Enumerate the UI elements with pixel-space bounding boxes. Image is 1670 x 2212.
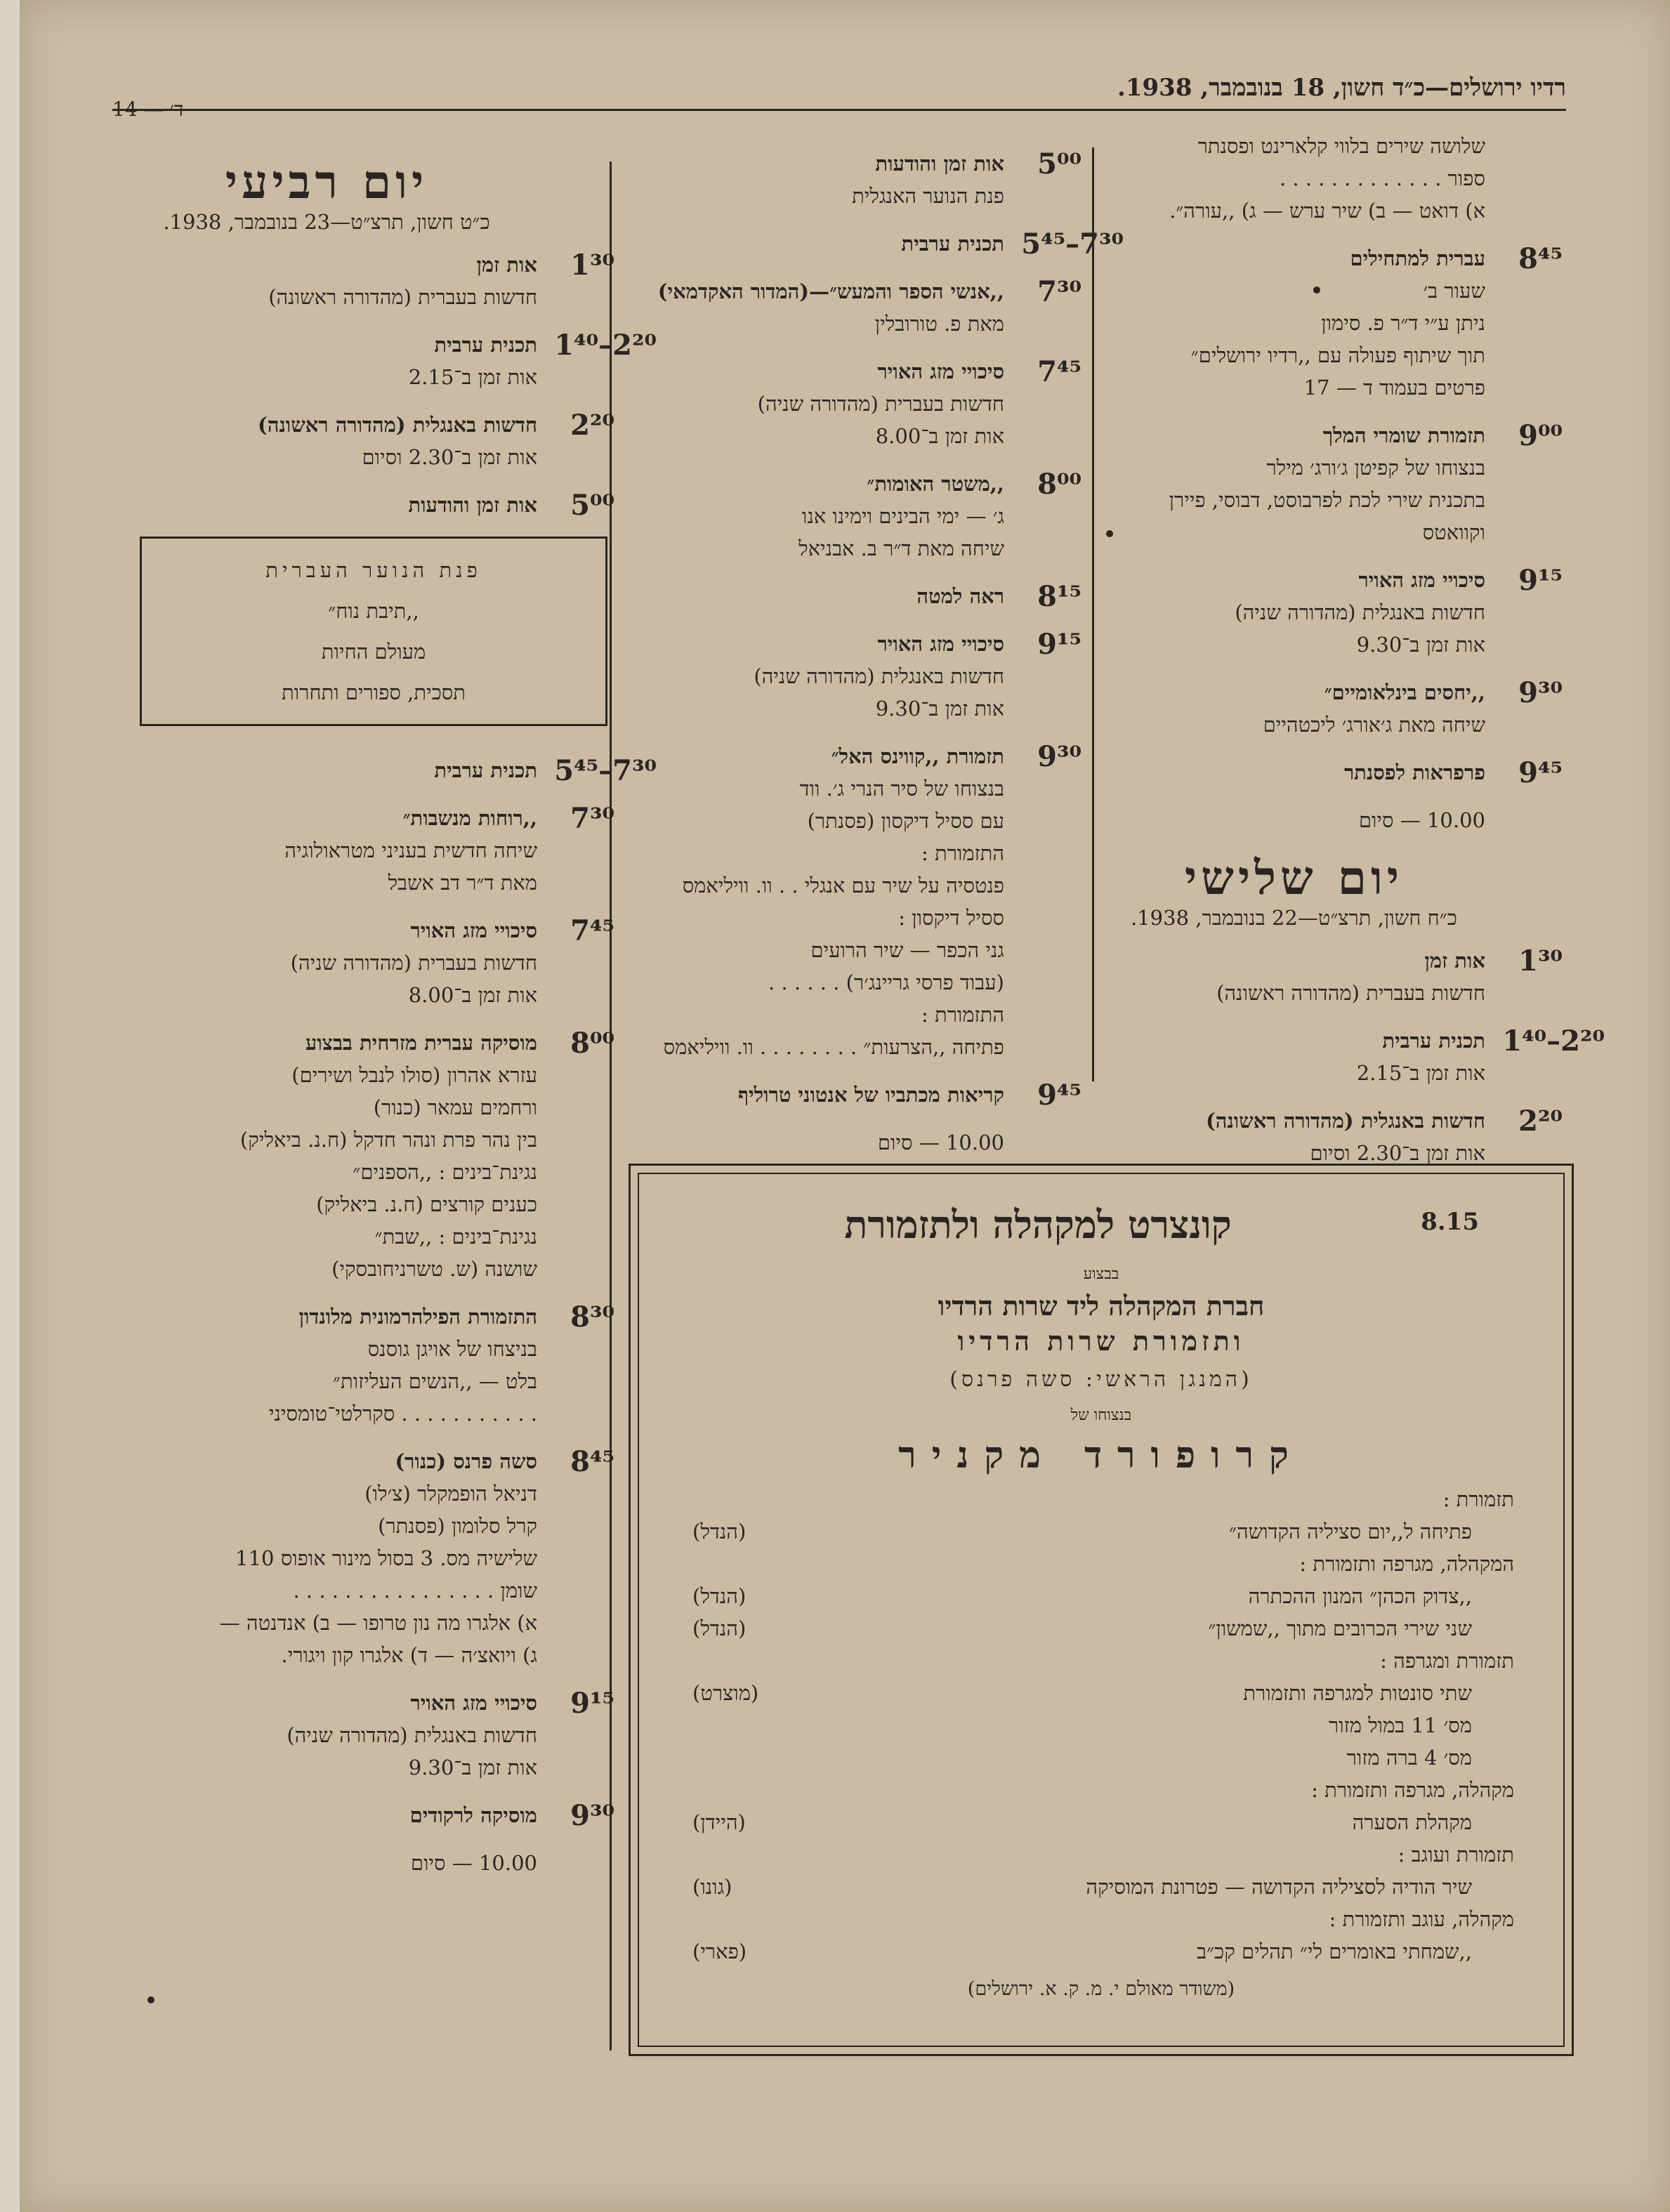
schedule-entry — [116, 329, 657, 393]
schedule-entry — [1103, 242, 1563, 404]
program-row — [692, 1612, 1514, 1645]
time-slot: 2²⁰ — [570, 409, 614, 442]
entry-line: שושנה (ש. טשרניחובסקי) — [331, 1257, 537, 1281]
entry-line: אות זמן ב־9.30 — [875, 697, 1004, 720]
schedule-entry — [116, 914, 614, 1011]
time-slot: 7⁴⁵ — [570, 914, 614, 947]
header-title: רדיו ירושלים—כ״ד חשון, 18 בנובמבר, 1938. — [1117, 74, 1566, 102]
column-divider-left — [610, 162, 612, 2050]
entry-line: אות זמן ב־2.30 וסיום — [362, 445, 537, 469]
schedule-entry — [116, 1445, 614, 1671]
entry-line: חדשות בעברית (מהדורה ראשונה) — [268, 285, 537, 309]
time-slot: 8⁰⁰ — [1037, 468, 1081, 501]
entry-line: פנטסיה על שיר עם אנגלי . . וו. וויליאמס — [682, 874, 1004, 897]
entry-line: מאת פ. טורובלין — [874, 312, 1004, 336]
entry-line: סיכויי מזג האויר — [877, 360, 1004, 383]
schedule-entry — [618, 355, 1081, 452]
schedule-entry — [116, 1799, 614, 1832]
schedule-entry — [1103, 564, 1563, 661]
program-item: שיר הודיה לסציליה הקדושה — פטרונת המוסיקה — [1086, 1875, 1472, 1899]
entry-line: בנצוחו של סיר הנרי ג׳. ווד — [799, 777, 1004, 801]
time-slot: 9⁴⁵ — [1518, 756, 1563, 789]
entry-line: בנצוחו של קפיטן ג׳ורג׳ מילר — [1266, 456, 1485, 480]
page-number: ד׳ — 14 — [112, 98, 184, 121]
entry-line: חדשות באנגלית (מהדורה ראשונה) — [1205, 1109, 1485, 1133]
time-slot: 8⁴⁵ — [570, 1445, 614, 1478]
date-wednesday: כ״ט חשון, תרצ״ט—23 בנובמבר, 1938. — [163, 210, 490, 234]
end-marker: 10.00 — סיום — [410, 1851, 537, 1875]
composer: (היידן) — [692, 1810, 746, 1834]
entry-line: סשה פרנס (כנור) — [395, 1449, 537, 1473]
entry-line: אות זמן ב־2.15 — [408, 365, 537, 389]
column-left — [116, 154, 657, 1879]
entry-line: בין נהר פרת ונהר חדקל (ח.נ. ביאליק) — [239, 1128, 537, 1152]
entry-line: עזרא אהרון (סולו לנבל ושירים) — [291, 1063, 537, 1087]
entry-line: אות זמן — [476, 253, 537, 277]
ink-dot — [1106, 530, 1113, 537]
concert-program — [692, 1483, 1514, 1968]
entry-line: עברית למתחילים — [1350, 246, 1485, 270]
entry-line: פרפראות לפסנתר — [1343, 761, 1485, 784]
entry-line: א) דואט — ב) שיר ערש — ג) ,,עורה״. — [1169, 199, 1485, 223]
entry-line: התזמורת : — [921, 1003, 1004, 1027]
program-item: שני שירי הכרובים מתוך ,,שמשון״ — [1208, 1617, 1472, 1640]
program-item: מקהלה, עוגב ותזמורת : — [1329, 1907, 1514, 1931]
entry-line: קרל סלומון (פסנתר) — [378, 1514, 537, 1538]
column-divider-right — [1092, 147, 1094, 1081]
entry-line: ,,אנשי הספר והמעש״—(המדור האקדמאי) — [657, 279, 1004, 303]
end-marker: 10.00 — סיום — [1358, 808, 1485, 832]
entry-line: ססיל דיקסון : — [898, 906, 1004, 930]
day-title-wednesday: יום רביעי — [225, 154, 428, 209]
entry-line: סיכויי מזג האויר — [410, 919, 537, 942]
entry-line: תזמורת שומרי המלך — [1322, 423, 1485, 447]
time-slot: 9¹⁵ — [1518, 564, 1563, 597]
time-slot: 5⁰⁰ — [570, 489, 614, 522]
entry-line: מוסיקה לרקודים — [409, 1803, 537, 1827]
entry-line: (עבוד פרסי גריינג׳ר) . . . . . . — [768, 970, 1004, 994]
schedule-entry — [116, 754, 657, 787]
program-item: מס׳ 4 ברה מזור — [1346, 1746, 1472, 1770]
day-title-tuesday: יום שלישי — [1184, 850, 1404, 905]
schedule-entry — [1103, 944, 1563, 1009]
box-line: תסכית, ספורים ותחרות — [282, 680, 466, 704]
program-row — [812, 1774, 1514, 1806]
entry-line: א) אלגרו מה נון טרופו — ב) אנדנטה — — [219, 1611, 537, 1635]
concert-conducted-by: בנצוחו של — [1070, 1407, 1132, 1424]
entry-line: שיחה מאת ג׳אורג׳ ליכטהיים — [1263, 713, 1485, 737]
schedule-entry — [618, 147, 1081, 212]
program-item: מקהלת הסערה — [1352, 1810, 1472, 1834]
schedule-entry — [618, 580, 1081, 613]
schedule-entry — [618, 740, 1081, 1063]
concert-time: 8.15 — [1421, 1208, 1479, 1236]
time-slot: 7³⁰ — [1037, 275, 1081, 308]
entry-line: חדשות בעברית (מהדורה שניה) — [757, 392, 1004, 416]
time-slot: 7⁴⁵ — [1037, 355, 1081, 388]
time-slot: 8¹⁵ — [1037, 580, 1081, 613]
schedule-entry — [618, 228, 1124, 261]
ink-dot — [1313, 287, 1320, 294]
entry-line: אות זמן ב־8.00 — [875, 424, 1004, 448]
entry-line: אות זמן ב־2.30 וסיום — [1310, 1141, 1485, 1165]
program-item: מס׳ 11 במול מזור — [1328, 1713, 1472, 1737]
entry-line: חדשות בעברית (מהדורה שניה) — [290, 951, 537, 975]
composer: (הנדל) — [692, 1617, 747, 1640]
time-slot: 8³⁰ — [570, 1301, 614, 1334]
entry-line: תזמורת ,,קווינס האל״ — [831, 744, 1004, 768]
entry-line: שיחה חדשית בעניני מטראולוגיה — [284, 838, 537, 862]
entry-line: התזמורת : — [921, 841, 1004, 865]
entry-line: התזמורת הפילהרמונית מלונדון — [298, 1305, 537, 1329]
entry-line: סיכויי מזג האויר — [410, 1691, 537, 1715]
schedule-entry — [116, 1301, 614, 1430]
time-slot: 9³⁰ — [1518, 676, 1563, 709]
entry-line: אות זמן והודעות — [875, 152, 1004, 176]
column-right — [1103, 130, 1605, 1185]
composer: (מוצרט) — [692, 1681, 759, 1705]
end-marker: 10.00 — סיום — [877, 1131, 1004, 1154]
program-item: ,,שמחתי באומרים לי״ תהלים קכ״ב — [1197, 1940, 1472, 1963]
schedule-entry — [618, 275, 1081, 340]
entry-line: אות זמן והודעות — [408, 493, 537, 517]
entry-line: נגינת־בינים : ,,שבת״ — [374, 1225, 537, 1249]
entry-line: שלישיה מס. 3 בסול מינור אופוס 110 — [235, 1546, 537, 1570]
schedule-entry — [116, 249, 614, 313]
column-middle — [618, 147, 1124, 1159]
time-slot: 1⁴⁰–2²⁰ — [1502, 1025, 1605, 1058]
program-item: תזמורת : — [1442, 1487, 1514, 1511]
concert-org1: חברת המקהלה ליד שרות הרדיו — [938, 1290, 1265, 1322]
entry-line: ניתן ע״י ד״ר פ. סימון — [1321, 311, 1485, 335]
time-slot: 9³⁰ — [1037, 740, 1081, 773]
program-row — [812, 1903, 1514, 1935]
program-row — [692, 1515, 1514, 1548]
concert-inner-frame — [638, 1173, 1565, 2047]
entry-line: שומן . . . . . . . . . . . . . . . . — [293, 1579, 537, 1602]
time-slot: 9⁴⁵ — [1037, 1079, 1081, 1112]
program-item: המקהלה, מגרפה ותזמורת : — [1299, 1552, 1514, 1576]
entry-line: ורחמים עמאר (כנור) — [373, 1095, 537, 1119]
entry-line: מוסיקה עברית מזרחית בבצוע — [305, 1031, 537, 1055]
entry-line: סיכויי מזג האויר — [877, 632, 1004, 656]
entry-line: חדשות בעברית (מהדורה ראשונה) — [1216, 981, 1485, 1005]
program-item: ,,צדוק הכהן״ המנון ההכתרה — [1248, 1584, 1472, 1608]
program-row — [692, 1580, 1514, 1612]
entry-line: . . . . . . . . . . . סקרלטי־טומסיני — [268, 1402, 537, 1426]
time-slot: 5⁴⁵–7³⁰ — [1021, 228, 1124, 261]
entry-line: ג) ויואצ׳ה — ד) אלגרו קון ויגורי. — [281, 1643, 537, 1667]
program-item: מקהלה, מגרפה ותזמורת : — [1311, 1778, 1514, 1802]
entry-line: ,,רוחות מנשבות״ — [402, 806, 537, 830]
entry-line: חדשות באנגלית (מהדורה שניה) — [754, 664, 1004, 688]
ink-dot — [147, 1996, 154, 2003]
time-slot: 5⁴⁵–7³⁰ — [554, 754, 657, 787]
time-slot: 9⁰⁰ — [1518, 419, 1563, 452]
entry-line: גני הכפר — שיר הרועים — [810, 938, 1004, 962]
program-row — [692, 1677, 1514, 1709]
page-header — [112, 74, 1566, 121]
entry-line: קריאות מכתביו של אנטוני טרוליף — [737, 1083, 1004, 1107]
program-row — [812, 1838, 1514, 1871]
composer: (הנדל) — [692, 1584, 747, 1608]
program-row — [812, 1709, 1514, 1742]
entry-line: תכנית ערבית — [434, 333, 537, 357]
schedule-entry — [116, 489, 614, 522]
time-slot: 1³⁰ — [1518, 944, 1563, 977]
entry-line: אות זמן ב־9.30 — [1356, 633, 1485, 657]
time-slot: 8⁰⁰ — [570, 1027, 614, 1060]
entry-line: בלט — ,,הנשים העליזות״ — [333, 1369, 537, 1393]
concert-chief: (המנגן הראשי: סשה פרנס) — [949, 1367, 1253, 1392]
program-item: שתי סונטות למגרפה ותזמורת — [1243, 1681, 1472, 1705]
box-line: ,,תיבת נוח״ — [328, 599, 419, 623]
composer: (פארי) — [692, 1940, 747, 1963]
schedule-entry — [1103, 419, 1563, 548]
time-slot: 8⁴⁵ — [1518, 242, 1563, 275]
schedule-entry — [1103, 756, 1563, 789]
concert-box — [629, 1164, 1574, 2056]
program-row — [812, 1742, 1514, 1774]
box-line: מעולם החיות — [321, 640, 426, 664]
concert-title: קונצרט למקהלה ולתזמורת — [844, 1202, 1232, 1247]
entry-line: בניצחו של אויגן גוסנס — [367, 1337, 537, 1361]
entry-line: חדשות באנגלית (מהדורה ראשונה) — [257, 413, 537, 437]
schedule-entry — [1103, 130, 1485, 227]
entry-line: בתכנית שירי לכת לפרבוסט, דבוסי, פיירן — [1169, 488, 1485, 512]
time-slot: 5⁰⁰ — [1037, 147, 1081, 180]
entry-line: תכנית ערבית — [901, 232, 1004, 256]
schedule-entry — [1103, 676, 1563, 741]
entry-line: ,,משטר האומות״ — [867, 472, 1004, 496]
concert-footer: (משודר מאולם י. מ. ק. א. ירושלים) — [967, 1978, 1235, 2000]
time-slot: 1⁴⁰–2²⁰ — [554, 329, 657, 362]
program-row — [812, 1483, 1514, 1515]
concert-org2: ותזמורת שרות הרדיו — [957, 1325, 1245, 1357]
program-row — [812, 1548, 1514, 1580]
youth-corner-box — [140, 536, 607, 726]
program-row — [812, 1645, 1514, 1677]
entry-line: ראה למטה — [916, 584, 1004, 608]
date-tuesday: כ״ח חשון, תרצ״ט—22 בנובמבר, 1938. — [1131, 906, 1457, 930]
program-item: פתיחה ל,,יום סציליה הקדושה״ — [1228, 1520, 1472, 1543]
entry-line: תכנית ערבית — [434, 758, 537, 782]
time-slot: 9¹⁵ — [570, 1687, 614, 1720]
entry-line: פתיחה ,,הצרעות״ . . . . . . . . וו. וויליאמס — [663, 1035, 1004, 1059]
schedule-entry — [116, 1027, 614, 1285]
schedule-entry — [116, 1687, 614, 1784]
entry-line: שעור ב׳ — [1423, 279, 1485, 303]
composer: (גונו) — [692, 1875, 732, 1899]
entry-line: ,,יחסים בינלאומיים״ — [1324, 680, 1485, 704]
entry-line: תוך שיתוף פעולה עם ,,רדיו ירושלים״ — [1190, 343, 1485, 367]
schedule-entry — [116, 409, 614, 473]
entry-line: ג׳ — ימי הבינים וימינו אנו — [801, 504, 1004, 528]
composer: (הנדל) — [692, 1520, 747, 1543]
time-slot: 7³⁰ — [570, 802, 614, 835]
time-slot: 9³⁰ — [570, 1799, 614, 1832]
entry-line: דניאל הופמקלר (צ׳לו) — [364, 1482, 537, 1506]
program-item: תזמורת ועוגב : — [1398, 1843, 1514, 1867]
entry-line: וקוואטס — [1422, 520, 1485, 544]
program-row — [692, 1806, 1514, 1838]
concert-conductor: קרופורד מקניר — [898, 1434, 1304, 1477]
entry-line: תכנית ערבית — [1382, 1029, 1485, 1053]
entry-line: חדשות באנגלית (מהדורה שניה) — [287, 1723, 537, 1747]
program-row — [692, 1871, 1514, 1903]
box-line: פנת הנוער העברית — [265, 558, 482, 582]
entry-line: אות זמן — [1424, 949, 1485, 973]
entry-line: שיחה מאת ד״ר ב. אבניאל — [798, 536, 1004, 560]
entry-line: סיכויי מזג האויר — [1358, 568, 1485, 592]
entry-line: כענים קורצים (ח.נ. ביאליק) — [316, 1192, 537, 1216]
schedule-entry — [1103, 1105, 1563, 1169]
entry-line: עם ססיל דיקסון (פסנתר) — [807, 809, 1004, 833]
entry-line: אות זמן ב־8.00 — [408, 983, 537, 1007]
schedule-entry — [618, 1079, 1081, 1112]
entry-line: מאת ד״ר דב אשבל — [388, 871, 537, 895]
schedule-entry — [1103, 1025, 1605, 1089]
time-slot: 9¹⁵ — [1037, 628, 1081, 661]
schedule-entry — [116, 802, 614, 899]
entry-line: אות זמן ב־9.30 — [408, 1756, 537, 1779]
program-item: תזמורת ומגרפה : — [1380, 1649, 1514, 1673]
entry-line: שלושה שירים בלווי קלארינט ופסנתר — [1197, 134, 1485, 158]
entry-line: אות זמן ב־2.15 — [1356, 1061, 1485, 1085]
entry-line: ספור . . . . . . . . . . . . . — [1279, 166, 1485, 190]
program-row — [692, 1935, 1514, 1968]
concert-performed-by: בבצוע — [1083, 1265, 1119, 1283]
entry-line: פנת הנוער האנגלית — [852, 184, 1004, 208]
entry-line: נגינת־בינים : ,,הספנים״ — [353, 1160, 537, 1184]
time-slot: 2²⁰ — [1518, 1105, 1563, 1138]
schedule-entry — [618, 628, 1081, 725]
entry-line: חדשות באנגלית (מהדורה שניה) — [1235, 600, 1485, 624]
time-slot: 1³⁰ — [570, 249, 614, 282]
schedule-entry — [618, 468, 1081, 565]
entry-line: פרטים בעמוד ד — 17 — [1303, 376, 1485, 400]
